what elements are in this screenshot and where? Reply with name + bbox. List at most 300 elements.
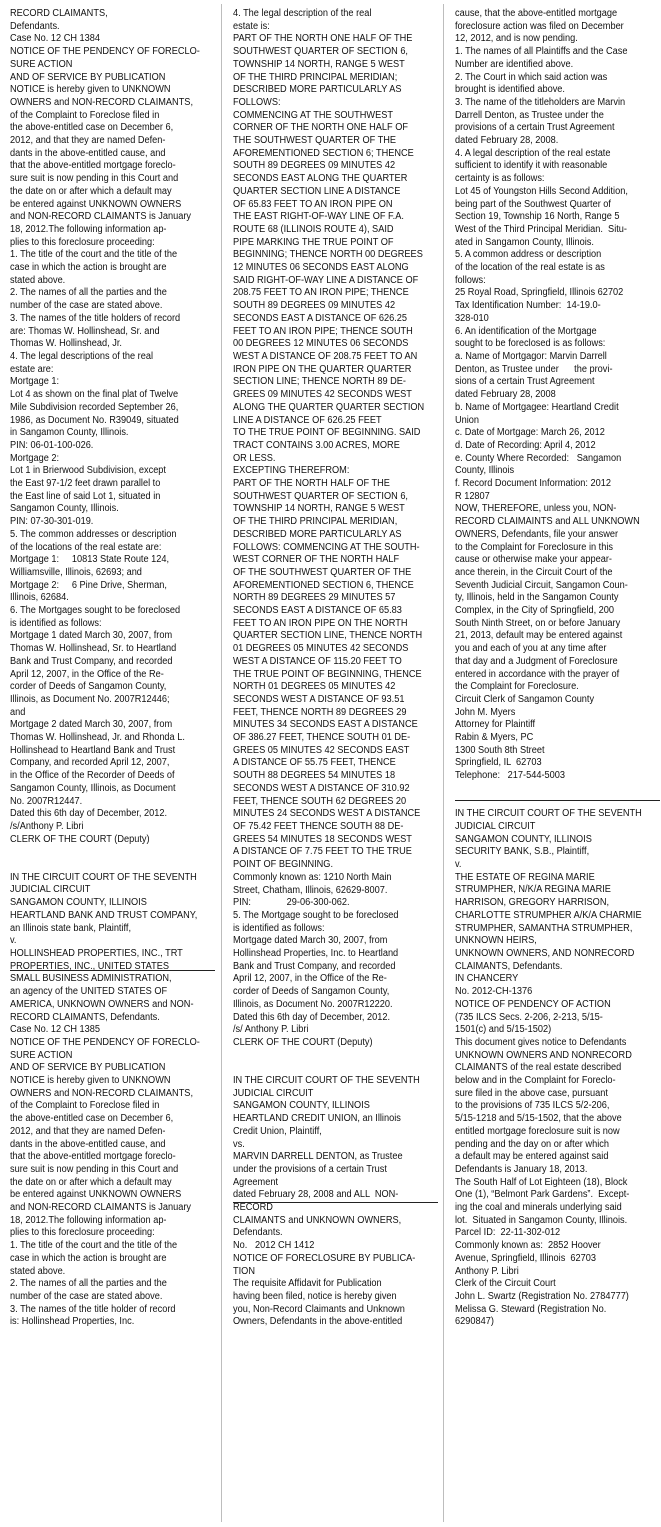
text-line: Tax Identification Number: 14-19.0- [455, 300, 601, 312]
text-line: AND OF SERVICE BY PUBLICATION [10, 1062, 166, 1074]
text-line: NOTICE OF THE PENDENCY OF FORECLO- [10, 46, 200, 58]
text-line: No. 2012 CH 1412 [233, 1240, 315, 1252]
text-line: CLERK OF THE COURT (Deputy) [10, 833, 150, 845]
text-line: QUARTER SECTION LINE, THENCE NORTH [233, 630, 423, 642]
text-line: that day and a Judgment of Foreclosure [455, 655, 618, 667]
text-line: BEGINNING; THENCE NORTH 00 DEGREES [233, 249, 423, 261]
blank-line [455, 783, 661, 796]
text-line: WEST A DISTANCE OF 208.75 FEET TO AN [233, 350, 418, 362]
text-line: UNKNOWN OWNERS, AND NONRECORD [455, 948, 635, 959]
text-line: the date on or after which a default may [10, 185, 172, 197]
text-line: Number are identified above. [455, 58, 574, 70]
text-line: SECONDS EAST A DISTANCE OF 626.25 [233, 312, 408, 324]
text-line: THE SOUTHWEST QUARTER OF THE [233, 135, 397, 147]
text-line: AFOREMENTIONED SECTION 6; THENCE [233, 147, 414, 159]
text-line: 1. The title of the court and the title of the [10, 1240, 178, 1252]
text-line: Complex, in the City of Springfield, 200 [455, 605, 615, 617]
text-line: Mortgage 2 dated March 30, 2007, from [10, 719, 173, 731]
text-line: LINE A DISTANCE OF 626.25 FEET [233, 414, 382, 426]
text-line: entitled mortgage foreclosure suit is now [455, 1125, 620, 1137]
text-line: Sangamon County, Illinois. [10, 503, 119, 515]
text-line: FOLLOWS: [233, 96, 281, 108]
text-line: you and each of you at any time after [455, 643, 607, 655]
text-line: HOLLINSHEAD PROPERTIES, INC., TRT [10, 948, 183, 959]
text-line: 5. A common address or description [455, 249, 602, 261]
text-line: Case No. 12 CH 1384 [10, 33, 101, 45]
text-line: HEARTLAND CREDIT UNION, an Illinois [233, 1113, 401, 1125]
text-line: sure filed in the above case, pursuant [455, 1087, 608, 1099]
text-line: UNKNOWN OWNERS AND NONRECORD [455, 1049, 632, 1061]
text-line: 5. The Mortgage sought to be foreclosed [233, 909, 399, 921]
text-line: is identified as follows: [10, 617, 102, 629]
text-line: Thomas W. Hollinshead, Sr. to Heartland [10, 643, 177, 655]
text-line: lot. Situated in Sangamon County, Illinois. [455, 1214, 628, 1226]
text-line: CLAIMANTS and UNKNOWN OWNERS, [233, 1214, 402, 1226]
text-line: 1986, as Document No. R39049, situated [10, 414, 179, 426]
text-line: SECTION LINE; THENCE NORTH 89 DE- [233, 376, 406, 388]
text-line: JUDICIAL CIRCUIT [233, 1087, 314, 1099]
text-line: Mortgage 1 dated March 30, 2007, from [10, 630, 173, 642]
text-line: Rabin & Myers, PC [455, 732, 534, 744]
text-line: 1. The names of all Plaintiffs and the Case [455, 46, 628, 58]
text-line: 3. The name of the titleholders are Marvin [455, 96, 626, 108]
text-line: Lot 4 as shown on the final plat of Twelve [10, 389, 179, 401]
column-divider [443, 4, 444, 1522]
text-line: THE EAST RIGHT-OF-WAY LINE OF F.A. [233, 211, 404, 223]
text-line: 25 Royal Road, Springfield, Illinois 62702 [455, 287, 624, 299]
text-line: IN THE CIRCUIT COURT OF THE SEVENTH [10, 871, 197, 883]
text-line: STRUMPHER, N/K/A REGINA MARIE [455, 884, 611, 896]
text-line: GREES 09 MINUTES 42 SECONDS WEST [233, 389, 412, 401]
notice-separator-rule [455, 800, 660, 801]
text-line: OF 386.27 FEET, THENCE SOUTH 01 DE- [233, 732, 411, 744]
text-line: number of the case are stated above. [10, 300, 163, 312]
text-line: plies to this foreclosure proceeding: [10, 236, 155, 248]
text-line: 3. The names of the title holder of record [10, 1303, 176, 1315]
text-line: Mile Subdivision recorded September 26, [10, 401, 179, 413]
text-line: SECONDS EAST ALONG THE QUARTER [233, 173, 408, 185]
text-line: OF THE SOUTHWEST QUARTER OF THE [233, 566, 412, 578]
text-line: THE ESTATE OF REGINA MARIE [455, 871, 595, 883]
text-line: 2012, and that they are named Defen- [10, 1125, 166, 1137]
text-line: the above-entitled case on December 6, [10, 122, 174, 134]
text-line: MINUTES 34 SECONDS EAST A DISTANCE [233, 719, 418, 731]
text-line: stated above. [10, 274, 66, 286]
text-line: A DISTANCE OF 7.75 FEET TO THE TRUE [233, 846, 412, 858]
text-line: 2. The names of all the parties and the [10, 1278, 167, 1290]
text-line: f. Record Document Information: 2012 [455, 478, 611, 490]
text-line: PIN: 07-30-301-019. [10, 516, 94, 528]
text-line: ance therein, in the Circuit Court of the [455, 566, 613, 578]
text-line: under the provisions of a certain Trust [233, 1163, 387, 1175]
text-line: and [10, 706, 26, 718]
text-line: 12, 2012, and is now pending. [455, 33, 578, 45]
text-line: FEET, THENCE NORTH 89 DEGREES 29 [233, 706, 407, 718]
text-line: PART OF THE NORTH ONE HALF OF THE [233, 33, 413, 45]
text-line: OF 75.42 FEET THENCE SOUTH 88 DE- [233, 821, 404, 832]
text-line: and NON-RECORD CLAIMANTS is January [10, 211, 191, 223]
text-line: South Ninth Street, on or before January [455, 617, 621, 629]
text-line: WEST CORNER OF THE NORTH HALF [233, 554, 400, 566]
text-line: of the location of the real estate is as [455, 262, 605, 274]
text-line: Bank and Trust Company, and recorded [10, 655, 173, 667]
text-line: Thomas W. Hollinshead, Jr. and Rhonda L. [10, 732, 185, 744]
text-line: SECONDS EAST A DISTANCE OF 65.83 [233, 605, 402, 617]
text-line: PIN: 29-06-300-062. [233, 897, 350, 909]
text-line: vs. [233, 1138, 245, 1150]
blank-line [233, 1050, 437, 1063]
text-line: case in which the action is brought are [10, 262, 167, 274]
text-line: OWNERS, Defendants, file your answer [455, 528, 619, 540]
text-line: MINUTES 24 SECONDS WEST A DISTANCE [233, 808, 421, 820]
text-line: QUARTER SECTION LINE A DISTANCE [233, 185, 401, 197]
text-line: Owners, Defendants in the above-entitled [233, 1316, 403, 1328]
text-line: v. [455, 859, 462, 871]
text-line: Defendants. [10, 20, 60, 32]
text-line: Thomas W. Hollinshead, Jr. [10, 338, 122, 350]
text-line: DESCRIBED MORE PARTICULARLY AS [233, 528, 402, 540]
text-line: Mortgage 2: 6 Pine Drive, Sherman, [10, 579, 167, 591]
blank-line [233, 1062, 437, 1075]
text-line: corder of Deeds of Sangamon County, [233, 986, 390, 998]
text-line: EXCEPTING THEREFROM: [233, 465, 350, 477]
text-line: Mortgage 1: [10, 376, 60, 388]
text-line: Lot 1 in Brierwood Subdivision, except [10, 465, 166, 477]
text-line: SOUTHWEST QUARTER OF SECTION 6, [233, 490, 409, 502]
text-line: THE TRUE POINT OF BEGINNING, THENCE [233, 668, 422, 680]
text-line: 1. The title of the court and the title of the [10, 249, 178, 261]
text-line: having been filed, notice is hereby given [233, 1290, 397, 1302]
text-line: c. Date of Mortgage: March 26, 2012 [455, 427, 605, 439]
text-line: Mortgage dated March 30, 2007, from [233, 935, 388, 947]
text-line: SMALL BUSINESS ADMINISTRATION, [10, 973, 172, 985]
text-line: PIN: 06-01-100-026. [10, 439, 94, 451]
text-line: TION [233, 1265, 255, 1277]
text-line: of the Complaint to Foreclose filed in [10, 1100, 160, 1112]
text-line: below and in the Complaint for Foreclo- [455, 1075, 616, 1087]
text-line: Company, and recorded April 12, 2007, [10, 757, 170, 769]
text-line: John M. Myers [455, 706, 516, 718]
text-line: /s/Anthony P. Libri [10, 821, 84, 832]
text-line: 4. The legal description of the real [233, 8, 372, 19]
text-line: to the provisions of 735 ILCS 5/2-206, [455, 1100, 610, 1112]
text-line: ated in Sangamon County, Illinois. [455, 236, 594, 248]
text-line: 6290847) [455, 1316, 494, 1328]
text-line: TOWNSHIP 14 NORTH, RANGE 5 WEST [233, 503, 405, 515]
text-line: JUDICIAL CIRCUIT [455, 820, 536, 832]
text-line: certainty is as follows: [455, 173, 545, 185]
text-line: IN THE CIRCUIT COURT OF THE SEVENTH [233, 1075, 420, 1087]
text-line: Telephone: 217-544-5003 [455, 770, 565, 782]
text-line: number of the case are stated above. [10, 1290, 163, 1302]
text-line: be entered against UNKNOWN OWNERS [10, 198, 182, 210]
text-line: RECORD CLAIMAINTS and ALL UNKNOWN [455, 516, 640, 528]
text-line: pending and the day on or after which [455, 1138, 609, 1150]
text-line: 12 MINUTES 06 SECONDS EAST ALONG [233, 262, 409, 274]
text-line: Defendants is January 18, 2013. [455, 1163, 588, 1175]
text-line: Avenue, Springfield, Illinois 62703 [455, 1252, 597, 1264]
text-line: SOUTH 88 DEGREES 54 MINUTES 18 [233, 770, 396, 782]
text-line: Defendants. [233, 1227, 283, 1239]
text-line: WEST A DISTANCE OF 115.20 FEET TO [233, 655, 402, 667]
text-line: 2. The Court in which said action was [455, 71, 608, 83]
text-line: SURE ACTION [10, 1049, 73, 1061]
text-line: AFOREMENTIONED SECTION 6, THENCE [233, 579, 414, 591]
text-line: provisions of a certain Trust Agreement [455, 122, 615, 134]
text-line: sure suit is now pending in this Court and [10, 1163, 179, 1175]
text-line: (735 ILCS Secs. 2-206, 2-213, 5/15- [455, 1011, 603, 1023]
column-2 [233, 8, 437, 1520]
text-line: Illinois, as Document No. 2007R12446; [10, 693, 170, 705]
text-line: IN THE CIRCUIT COURT OF THE SEVENTH [455, 808, 642, 820]
text-line: Darrell Denton, as Trustee under the [455, 109, 604, 121]
text-line: corder of Deeds of Sangamon County, [10, 681, 167, 693]
text-line: estate is: [233, 20, 270, 32]
text-line: cause, that the above-entitled mortgage [455, 8, 618, 19]
text-line: being part of the Southwest Quarter of [455, 198, 611, 210]
text-line: No. 2007R12447. [10, 795, 83, 807]
text-line: NORTH 89 DEGREES 29 MINUTES 57 [233, 592, 396, 604]
text-line: SANGAMON COUNTY, ILLINOIS [10, 897, 147, 909]
text-line: FEET, THENCE SOUTH 62 DEGREES 20 [233, 795, 407, 807]
text-line: TO THE TRUE POINT OF BEGINNING. SAID [233, 427, 421, 439]
text-line: d. Date of Recording: April 4, 2012 [455, 439, 596, 451]
text-line: SOUTH 89 DEGREES 09 MINUTES 42 [233, 300, 396, 312]
text-line: HEARTLAND BANK AND TRUST COMPANY, [10, 909, 198, 921]
text-line: SOUTHWEST QUARTER OF SECTION 6, [233, 46, 409, 58]
text-line: cause or otherwise make your appear- [455, 554, 612, 566]
text-line: CLAIMANTS of the real estate described [455, 1062, 622, 1074]
text-line: UNKNOWN HEIRS, [455, 935, 537, 947]
text-line: 2012, and that they are named Defen- [10, 135, 166, 147]
text-line: entered in accordance with the prayer of [455, 668, 620, 680]
blank-line [455, 796, 661, 809]
text-line: that the above-entitled mortgage foreclo- [10, 1151, 176, 1163]
text-line: Section 19, Township 16 North, Range 5 [455, 211, 620, 223]
text-line: dated February 28, 2008. [455, 135, 559, 147]
text-line: OR LESS. [233, 452, 276, 464]
text-line: One (1), “Belmont Park Gardens”. Except- [455, 1189, 630, 1201]
text-line: CORNER OF THE NORTH ONE HALF OF [233, 122, 408, 134]
text-line: RECORD [233, 1202, 273, 1214]
text-line: Attorney for Plaintiff [455, 719, 536, 731]
text-line: ing the coal and minerals underlying said [455, 1202, 622, 1214]
text-line: Street, Chatham, Illinois, 62629-8007. [233, 884, 388, 896]
text-line: CHARLOTTE STRUMPHER A/K/A CHARMIE [455, 909, 642, 921]
text-line: you, Non-Record Claimants and Unknown [233, 1303, 405, 1315]
text-line: 21, 2013, default may be entered against [455, 630, 623, 642]
text-line: 6. The Mortgages sought to be foreclosed [10, 605, 181, 617]
text-line: a. Name of Mortgagor: Marvin Darrell [455, 350, 607, 362]
text-line: be entered against UNKNOWN OWNERS [10, 1189, 182, 1201]
text-line: the above-entitled case on December 6, [10, 1113, 174, 1125]
text-line: follows: [455, 274, 486, 286]
text-line: Union [455, 414, 480, 426]
text-line: Clerk of the Circuit Court [455, 1278, 556, 1290]
text-line: SECONDS WEST A DISTANCE OF 310.92 [233, 782, 410, 794]
text-line: Credit Union, Plaintiff, [233, 1125, 322, 1137]
text-line: The South Half of Lot Eighteen (18), Block [455, 1176, 628, 1188]
text-line: is identified as follows: [233, 922, 325, 934]
text-line: COMMENCING AT THE SOUTHWEST [233, 109, 393, 121]
text-line: Commonly known as: 1210 North Main [233, 871, 392, 883]
text-line: NOTICE OF PENDENCY OF ACTION [455, 998, 611, 1010]
text-line: Illinois, 62684. [10, 592, 69, 604]
text-line: SANGAMON COUNTY, ILLINOIS [455, 833, 592, 845]
text-line: TRACT CONTAINS 3.00 ACRES, MORE [233, 439, 400, 451]
text-line: PIPE MARKING THE TRUE POINT OF [233, 236, 394, 248]
text-line: e. County Where Recorded: Sangamon [455, 452, 622, 464]
text-line: 00 DEGREES 12 MINUTES 06 SECONDS [233, 338, 409, 350]
text-line: 18, 2012.The following information ap- [10, 223, 167, 235]
text-line: NOTICE is hereby given to UNKNOWN [10, 1075, 171, 1087]
text-line: Mortgage 2: [10, 452, 60, 464]
text-line: CLERK OF THE COURT (Deputy) [233, 1036, 373, 1048]
text-line: ROUTE 68 (ILLINOIS ROUTE 4), SAID [233, 223, 394, 235]
text-line: 1501(c) and 5/15-1502) [455, 1024, 552, 1036]
text-line: Springfield, IL 62703 [455, 757, 542, 769]
text-line: an agency of the UNITED STATES OF [10, 986, 168, 998]
text-line: sought to be foreclosed is as follows: [455, 338, 606, 350]
text-line: Agreement [233, 1176, 279, 1188]
text-line: the date on or after which a default may [10, 1176, 172, 1188]
text-line: DESCRIBED MORE PARTICULARLY AS [233, 84, 402, 96]
text-line: OF THE THIRD PRINCIPAL MERIDIAN; [233, 71, 398, 83]
column-divider [221, 4, 222, 1522]
text-line: 1300 South 8th Street [455, 744, 545, 756]
text-line: AND OF SERVICE BY PUBLICATION [10, 71, 166, 83]
text-line: 5/15-1218 and 5/15-1502, that the above [455, 1113, 622, 1125]
text-line: stated above. [10, 1265, 66, 1277]
text-line: Parcel ID: 22-11-302-012 [455, 1227, 561, 1239]
text-line: 18, 2012.The following information ap- [10, 1214, 167, 1226]
text-line: FOLLOWS: COMMENCING AT THE SOUTH- [233, 541, 420, 553]
notice-separator-rule [10, 970, 215, 971]
text-line: Lot 45 of Youngston Hills Second Addition, [455, 185, 628, 197]
text-line: West of the Third Principal Meridian. Situ- [455, 223, 627, 235]
text-line: Hollinshead Properties, Inc. to Heartland [233, 948, 399, 960]
text-line: SECONDS WEST A DISTANCE OF 93.51 [233, 693, 405, 705]
text-line: a default may be entered against said [455, 1151, 609, 1163]
text-line: dants in the above-entitled cause, and [10, 147, 166, 159]
text-line: Case No. 12 CH 1385 [10, 1024, 101, 1036]
text-line: Sangamon County, Illinois, as Document [10, 782, 176, 794]
text-line: and NON-RECORD CLAIMANTS is January [10, 1202, 191, 1214]
text-line: STRUMPHER, SAMANTHA STRUMPHER, [455, 922, 633, 934]
text-line: case in which the action is brought are [10, 1252, 167, 1264]
text-line: Mortgage 1: 10813 State Route 124, [10, 554, 170, 566]
text-line: SURE ACTION [10, 58, 73, 70]
text-line: are: Thomas W. Hollinshead, Sr. and [10, 325, 160, 337]
column-3 [455, 8, 661, 1520]
text-line: Illinois, as Document No. 2007R12220. [233, 998, 393, 1010]
text-line: OWNERS and NON-RECORD CLAIMANTS, [10, 1087, 194, 1099]
text-line: SAID RIGHT-OF-WAY LINE A DISTANCE OF [233, 274, 419, 286]
text-line: MARVIN DARRELL DENTON, as Trustee [233, 1151, 403, 1163]
text-line: Dated this 6th day of December, 2012. [10, 808, 168, 820]
text-line: FEET TO AN IRON PIPE; THENCE SOUTH [233, 325, 413, 337]
text-line: an Illinois state bank, Plaintiff, [10, 922, 132, 934]
text-line: OF 65.83 FEET TO AN IRON PIPE ON [233, 198, 393, 210]
text-line: RECORD CLAIMANTS, Defendants. [10, 1011, 160, 1023]
text-line: sufficient to identify it with reasonable [455, 160, 608, 172]
text-line: 2. The names of all the parties and the [10, 287, 167, 299]
text-line: County, Illinois [455, 465, 515, 477]
text-line: ty, Illinois, held in the Sangamon County [455, 592, 619, 604]
text-line: IN CHANCERY [455, 973, 519, 985]
text-line: Anthony P. Libri [455, 1265, 519, 1277]
text-line: the East 97-1/2 feet drawn parallel to [10, 478, 161, 490]
text-line: RECORD CLAIMANTS, [10, 8, 108, 19]
text-line: John L. Swartz (Registration No. 2784777) [455, 1290, 629, 1302]
text-line: plies to this foreclosure proceeding: [10, 1227, 155, 1239]
text-line: Denton, as Trustee under the provi- [455, 363, 613, 375]
text-line: 5. The common addresses or description [10, 528, 177, 540]
text-line: that the above-entitled mortgage foreclo- [10, 160, 176, 172]
text-line: b. Name of Mortgagee: Heartland Credit [455, 401, 619, 413]
text-line: dated February 28, 2008 and ALL NON- [233, 1189, 399, 1201]
text-line: HARRISON, GREGORY HARRISON, [455, 897, 610, 909]
text-line: foreclosure action was filed on December [455, 20, 624, 32]
text-line: 6. An identification of the Mortgage [455, 325, 597, 337]
text-line: R 12807 [455, 490, 490, 502]
text-line: estate are: [10, 363, 54, 375]
blank-line [10, 846, 214, 859]
text-line: 3. The names of the title holders of record [10, 312, 181, 324]
text-line: Circuit Clerk of Sangamon County [455, 693, 595, 705]
text-line: 328-010 [455, 312, 489, 324]
text-line: GREES 05 MINUTES 42 SECONDS EAST [233, 744, 410, 756]
text-line: OWNERS and NON-RECORD CLAIMANTS, [10, 96, 194, 108]
text-line: NOTICE OF FORECLOSURE BY PUBLICA- [233, 1252, 416, 1264]
text-line: Hollinshead to Heartland Bank and Trust [10, 744, 176, 756]
text-line: TOWNSHIP 14 NORTH, RANGE 5 WEST [233, 58, 405, 70]
text-line: NOTICE OF THE PENDENCY OF FORECLO- [10, 1036, 200, 1048]
text-line: POINT OF BEGINNING. [233, 859, 334, 871]
text-line: GREES 54 MINUTES 18 SECONDS WEST [233, 833, 412, 845]
text-line: in the Office of the Recorder of Deeds of [10, 770, 175, 782]
text-line: Seventh Judicial Circuit, Sangamon Coun- [455, 579, 628, 591]
text-line: This document gives notice to Defendants [455, 1036, 627, 1048]
text-line: dated February 28, 2008 [455, 389, 556, 401]
text-line: April 12, 2007, in the Office of the Re- [10, 668, 164, 680]
text-line: FEET TO AN IRON PIPE ON THE NORTH [233, 617, 408, 629]
text-line: Williamsville, Illinois, 62693; and [10, 566, 142, 578]
text-line: SOUTH 89 DEGREES 09 MINUTES 42 [233, 160, 396, 172]
text-line: JUDICIAL CIRCUIT [10, 884, 91, 896]
column-1 [10, 8, 214, 1520]
text-line: AMERICA, UNKNOWN OWNERS and NON- [10, 998, 194, 1010]
text-line: in Sangamon County, Illinois. [10, 427, 129, 439]
text-line: CLAIMANTS, Defendants. [455, 960, 563, 972]
text-line: IRON PIPE ON THE QUARTER QUARTER [233, 363, 412, 375]
text-line: /s/ Anthony P. Libri [233, 1024, 309, 1036]
text-line: Melissa G. Steward (Registration No. [455, 1303, 607, 1315]
text-line: v. [10, 935, 17, 947]
text-line: 208.75 FEET TO AN IRON PIPE; THENCE [233, 287, 409, 299]
text-line: the East line of said Lot 1, situated in [10, 490, 161, 502]
text-line: April 12, 2007, in the Office of the Re- [233, 973, 387, 985]
text-line: 4. A legal description of the real estate [455, 147, 611, 159]
text-line: Commonly known as: 2852 Hoover [455, 1240, 601, 1252]
text-line: SANGAMON COUNTY, ILLINOIS [233, 1100, 370, 1112]
text-line: of the locations of the real estate are: [10, 541, 162, 553]
text-line: 01 DEGREES 05 MINUTES 42 SECONDS [233, 643, 409, 655]
text-line: The requisite Affidavit for Publication [233, 1278, 382, 1290]
text-line: 4. The legal descriptions of the real [10, 350, 154, 362]
text-line: A DISTANCE OF 55.75 FEET, THENCE [233, 757, 396, 769]
text-line: Dated this 6th day of December, 2012. [233, 1011, 391, 1023]
